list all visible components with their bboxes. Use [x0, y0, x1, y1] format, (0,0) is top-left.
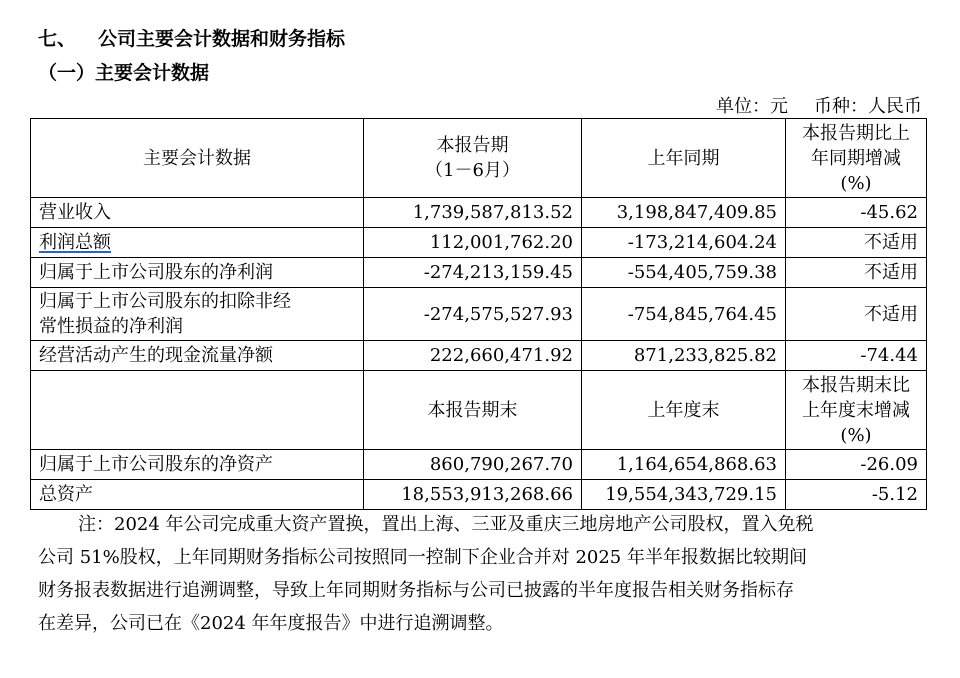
section-title: 公司主要会计数据和财务指标	[98, 28, 346, 50]
unit-line	[716, 92, 922, 118]
footnote-line: 注：2024 年公司完成重大资产置换，置出上海、三亚及重庆三地房地产公司股权，置入免税	[78, 514, 814, 535]
section-heading	[38, 24, 345, 51]
row-current: 18,553,913,268.66	[364, 480, 582, 510]
unit-label: 单位：元	[716, 96, 788, 117]
table-row	[31, 480, 927, 510]
row-current: 1,739,587,813.52	[364, 198, 582, 228]
table-subheader-row	[31, 371, 927, 450]
row-prior: -554,405,759.38	[582, 258, 786, 288]
row-label: 总资产	[31, 480, 364, 510]
footnote	[38, 508, 928, 640]
row-prior: -173,214,604.24	[582, 228, 786, 258]
row-label: 归属于上市公司股东的净资产	[31, 450, 364, 480]
row-prior: 19,554,343,729.15	[582, 480, 786, 510]
row-label: 经营活动产生的现金流量净额	[31, 341, 364, 371]
row-prior: -754,845,764.45	[582, 288, 786, 341]
table-row	[31, 258, 927, 288]
subheader-item	[31, 371, 364, 450]
footnote-line: 在差异，公司已在《2024 年年度报告》中进行追溯调整。	[38, 613, 504, 634]
row-label: 利润总额	[31, 228, 364, 258]
row-current: 860,790,267.70	[364, 450, 582, 480]
table-row	[31, 228, 927, 258]
subheader-period-end: 本报告期末	[364, 371, 582, 450]
subsection-heading: （一）主要会计数据	[38, 62, 210, 84]
accounting-data-table	[30, 118, 927, 510]
row-current: -274,213,159.45	[364, 258, 582, 288]
row-change: 不适用	[786, 288, 927, 341]
table-row	[31, 198, 927, 228]
table-row	[31, 450, 927, 480]
section-number: 七、	[38, 28, 77, 50]
row-current: 222,660,471.92	[364, 341, 582, 371]
row-label: 营业收入	[31, 198, 364, 228]
table-header-row	[31, 119, 927, 198]
row-prior: 1,164,654,868.63	[582, 450, 786, 480]
row-change: -5.12	[786, 480, 927, 510]
subheader-prior-year-end: 上年度末	[582, 371, 786, 450]
row-current: -274,575,527.93	[364, 288, 582, 341]
row-current: 112,001,762.20	[364, 228, 582, 258]
currency-label: 币种：人民币	[814, 96, 922, 117]
row-prior: 3,198,847,409.85	[582, 198, 786, 228]
row-label: 归属于上市公司股东的净利润	[31, 258, 364, 288]
header-current-period: 本报告期 （1－6月）	[364, 119, 582, 198]
footnote-line: 财务报表数据进行追溯调整，导致上年同期财务指标与公司已披露的半年度报告相关财务指标存	[38, 580, 794, 601]
row-change: -26.09	[786, 450, 927, 480]
row-change: 不适用	[786, 258, 927, 288]
row-label: 归属于上市公司股东的扣除非经 常性损益的净利润	[31, 288, 364, 341]
header-change: 本报告期比上 年同期增减 (%)	[786, 119, 927, 198]
row-prior: 871,233,825.82	[582, 341, 786, 371]
table-row	[31, 341, 927, 371]
header-item: 主要会计数据	[31, 119, 364, 198]
row-change: -74.44	[786, 341, 927, 371]
table-row	[31, 288, 927, 341]
subheader-change: 本报告期末比 上年度末增减 (%)	[786, 371, 927, 450]
row-change: -45.62	[786, 198, 927, 228]
footnote-line: 公司 51%股权，上年同期财务指标公司按照同一控制下企业合并对 2025 年半年报数据比较期间	[38, 547, 807, 568]
row-change: 不适用	[786, 228, 927, 258]
header-prior-period: 上年同期	[582, 119, 786, 198]
